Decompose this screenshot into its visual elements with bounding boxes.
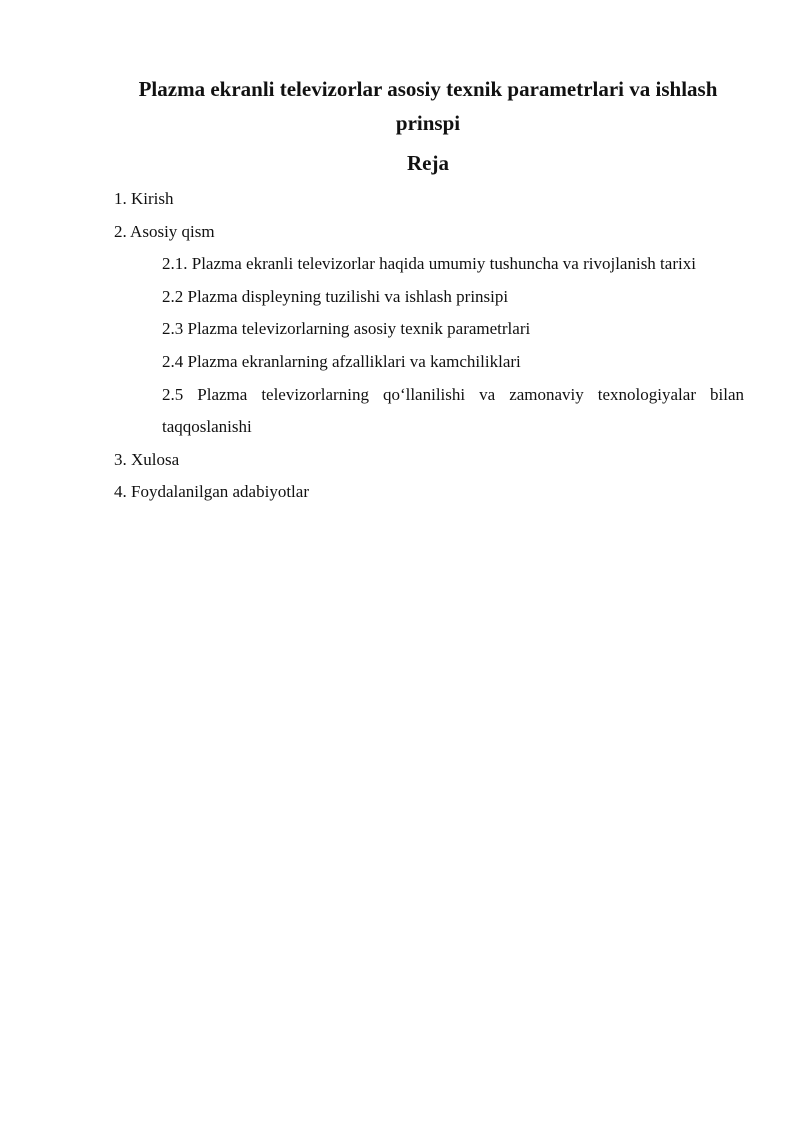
document-title: Plazma ekranli televizorlar asosiy texnik parametrlari va ishlash prinspi: [138, 77, 718, 135]
sub-list-item: 2.2 Plazma displeyning tuzilishi va ishlash prinsipi: [162, 286, 509, 306]
sub-list-item: 2.5 Plazma televizorlarning qo‘llanilishi va zamonaviy texnologiyalar bilan taqqoslanishi: [162, 384, 744, 437]
list-item: 1. Kirish: [114, 189, 174, 208]
list-item: 4. Foydalanilgan adabiyotlar: [114, 482, 309, 502]
list-item: [114, 216, 744, 444]
list-item-label: 2. Asosiy qism: [114, 221, 215, 241]
sub-list-item: 2.1. Plazma ekranli televizorlar haqida umumiy tushuncha va rivojlanish tarixi: [162, 254, 696, 274]
sub-plan-list: [114, 248, 744, 444]
plan-list: [114, 183, 744, 509]
plan-heading: Reja: [407, 151, 449, 175]
sub-list-item: 2.4 Plazma ekranlarning afzalliklari va kamchiliklari: [162, 351, 521, 371]
sub-list-item: 2.3 Plazma televizorlarning asosiy texnik parametrlari: [162, 319, 531, 339]
list-item: 3. Xulosa: [114, 449, 180, 469]
